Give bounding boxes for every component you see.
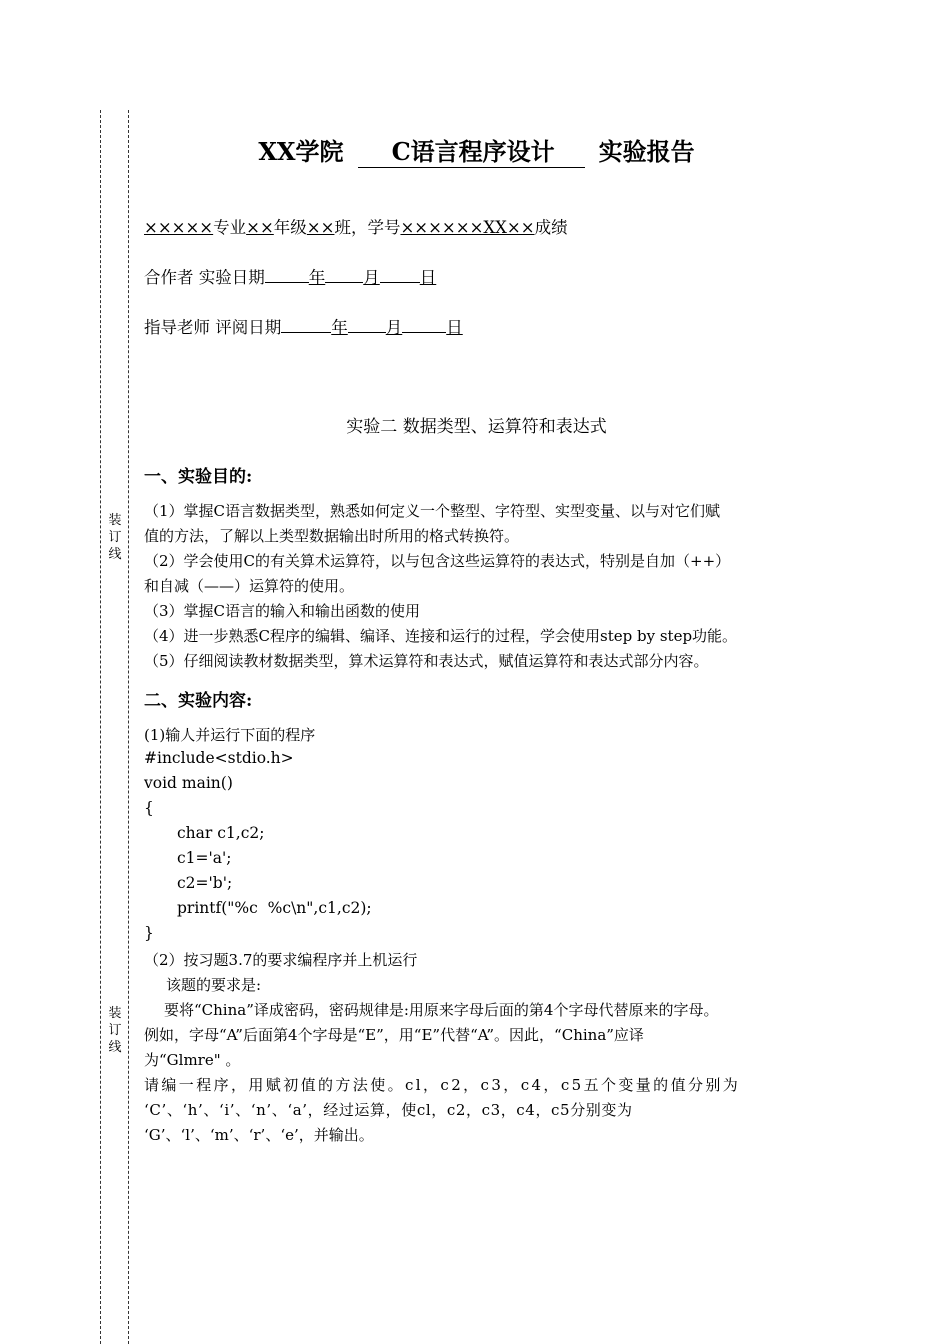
partner-date-line — [144, 264, 436, 288]
code-line: printf("%c %c\n",c1,c2); — [177, 899, 372, 917]
objective-1-line-2: 值的方法，了解以上类型数据输出时所用的格式转换符。 — [144, 527, 520, 545]
requirement-line-2: 例如，字母“A”后面第4个字母是“E”，用“E”代替“A”。因此，“China”应译 — [144, 1026, 644, 1044]
binding-char: 线 — [108, 1040, 122, 1055]
code-line: #include<stdio.h> — [144, 749, 294, 767]
code-line: void main() — [144, 774, 233, 792]
binding-char: 订 — [108, 530, 122, 545]
grade-label: 年级 — [273, 218, 307, 237]
binding-dashed-line-outer — [100, 110, 101, 1344]
year-blank — [265, 264, 309, 283]
class-id-label: 班，学号 — [334, 218, 401, 237]
code-line: { — [144, 799, 154, 817]
requirement-line-4: 请编一程序，用赋初值的方法使。cl，c2，c3，c4，c5五个变量的值分别为 — [144, 1076, 741, 1094]
report-label: 实验报告 — [598, 137, 695, 166]
task-2-heading: （2）按习题3.7的要求编程序并上机运行 — [144, 951, 418, 969]
reviewer-date-line — [144, 314, 463, 338]
binding-char: 装 — [108, 513, 122, 528]
class-marks: ×× — [306, 218, 335, 237]
year-blank — [281, 314, 331, 333]
requirement-line-5: ‘C’、‘h’、‘i’、‘n’、‘a’，经过运算，使cl，c2，c3，c4，c5分别变为 — [144, 1101, 633, 1119]
score-label: 成绩 — [534, 218, 568, 237]
section-content-heading: 二、实验内容: — [144, 691, 253, 711]
requirement-line-3: 为“Glmre" 。 — [144, 1051, 241, 1069]
reviewer-label: 指导老师 评阅日期 — [144, 318, 282, 337]
month-label: 月 — [363, 268, 380, 287]
year-label: 年 — [308, 268, 326, 287]
student-id-marks: ××××××XX×× — [400, 218, 535, 237]
objective-2-line-2: 和自减（——）运算符的使用。 — [144, 577, 355, 595]
day-blank — [380, 264, 420, 283]
code-line: c2='b'; — [177, 874, 233, 892]
month-blank — [325, 264, 363, 283]
page-title — [144, 132, 809, 168]
day-label: 日 — [419, 268, 437, 287]
requirement-line-1: 要将“China”译成密码，密码规律是:用原来字母后面的第4个字母代替原来的字母。 — [164, 1001, 719, 1019]
major-marks: ××××× — [144, 218, 214, 237]
course-name: C语言程序设计 — [358, 132, 585, 168]
binding-label-top — [106, 512, 124, 563]
section-objectives-heading: 一、实验目的: — [144, 467, 253, 487]
binding-char: 订 — [108, 1023, 122, 1038]
objective-2-line-1: （2）学会使用C的有关算术运算符，以与包含这些运算符的表达式，特别是自加（++） — [144, 552, 731, 570]
objective-5: （5）仔细阅读教材数据类型，算术运算符和表达式，赋值运算符和表达式部分内容。 — [144, 652, 709, 670]
code-line: char c1,c2; — [177, 824, 265, 842]
binding-dashed-line-inner — [128, 110, 129, 1344]
day-label: 日 — [446, 318, 463, 337]
binding-char: 装 — [108, 1006, 122, 1021]
major-label: 专业 — [213, 218, 247, 237]
day-blank — [402, 314, 446, 333]
month-label: 月 — [385, 318, 403, 337]
code-line: c1='a'; — [177, 849, 232, 867]
month-blank — [348, 314, 386, 333]
binding-char: 线 — [108, 547, 122, 562]
experiment-title: 实验二 数据类型、运算符和表达式 — [346, 417, 607, 437]
objective-4: （4）进一步熟悉C程序的编辑、编译、连接和运行的过程，学会使用step by step功能。 — [144, 627, 738, 645]
objective-1-line-1: （1）掌握C语言数据类型，熟悉如何定义一个整型、字符型、实型变量、以与对它们赋 — [144, 502, 721, 520]
requirement-label: 该题的要求是: — [166, 976, 262, 994]
year-label: 年 — [331, 318, 348, 337]
requirement-line-6: ‘G’、‘l’、‘m’、‘r’、‘e’，并输出。 — [144, 1126, 374, 1144]
code-line: } — [144, 924, 154, 942]
binding-label-bottom — [106, 1005, 124, 1056]
task-1-heading: (1)输人并运行下面的程序 — [144, 726, 316, 744]
partner-label: 合作者 实验日期 — [144, 268, 265, 287]
grade-marks: ×× — [246, 218, 274, 237]
student-info-line — [144, 214, 568, 238]
objective-3: （3）掌握C语言的输入和输出函数的使用 — [144, 602, 421, 620]
school-name: XX学院 — [258, 137, 344, 166]
